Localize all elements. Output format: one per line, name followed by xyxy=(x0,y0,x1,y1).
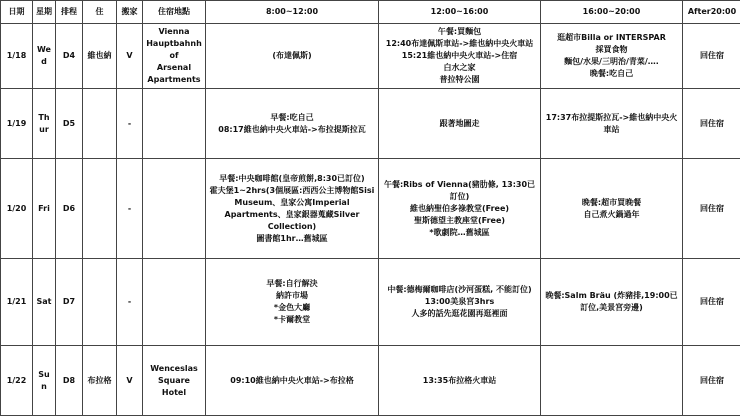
cell-move: V xyxy=(117,346,143,416)
plan-line: 晚餐:吃自己 xyxy=(589,69,634,78)
lodging-line: Wenceslas xyxy=(150,363,198,373)
plan-line: 08:17維也納中央火車站->布拉提斯拉瓦 xyxy=(218,124,366,134)
plan-line: 12:40布達佩斯車站->維也納中央火車站 xyxy=(385,39,534,48)
table-row xyxy=(1,259,740,346)
cell-date: 1/21 xyxy=(1,259,33,346)
plan-line: 13:00美泉宮3hrs xyxy=(424,297,495,306)
header-row xyxy=(1,1,740,24)
header-move: 搬家 xyxy=(117,1,143,24)
cell-day: D4 xyxy=(56,24,83,89)
cell-date: 1/22 xyxy=(1,346,33,416)
plan-line: *卡爾教堂 xyxy=(273,315,311,324)
cell-city xyxy=(83,159,117,259)
cell-slot-night xyxy=(683,259,740,346)
cell-lodging xyxy=(143,346,206,416)
cell-weekday: Wed xyxy=(33,24,56,89)
lodging-line: Hauptbahnhof xyxy=(146,39,202,60)
plan-line: 回住宿 xyxy=(700,297,724,306)
cell-city xyxy=(83,259,117,346)
cell-slot-morning xyxy=(206,24,379,89)
cell-slot-night xyxy=(683,24,740,89)
plan-line: 採買食物 xyxy=(595,45,628,54)
plan-line: 早餐:中央咖啡館(皇帝煎餅,8:30已訂位) xyxy=(219,173,365,183)
plan-line: 回住宿 xyxy=(700,203,724,213)
header-slot-night: After20:00 xyxy=(683,1,740,24)
cell-slot-afternoon xyxy=(379,346,541,416)
header-stay: 住 xyxy=(83,1,117,24)
cell-slot-night xyxy=(683,346,740,416)
cell-date: 1/20 xyxy=(1,159,33,259)
plan-line: 13:35布拉格火車站 xyxy=(422,375,497,385)
plan-line: 跟著地圖走 xyxy=(439,118,480,128)
cell-slot-afternoon xyxy=(379,24,541,89)
cell-day: D8 xyxy=(56,346,83,416)
cell-day: D7 xyxy=(56,259,83,346)
cell-slot-afternoon xyxy=(379,159,541,259)
cell-slot-afternoon xyxy=(379,259,541,346)
header-slot-morning: 8:00~12:00 xyxy=(206,1,379,24)
cell-lodging xyxy=(143,159,206,259)
cell-slot-morning xyxy=(206,259,379,346)
cell-slot-evening xyxy=(541,346,683,416)
plan-line: 早餐:自行解決 xyxy=(266,279,318,288)
plan-line: *金色大廳 xyxy=(273,303,311,312)
plan-line: 17:37布拉提斯拉瓦->維也納中央火車站 xyxy=(545,112,678,134)
cell-move: - xyxy=(117,259,143,346)
plan-line: 回住宿 xyxy=(700,118,724,128)
lodging-line: Vienna xyxy=(158,27,190,36)
plan-line: 維也納聖伯多祿教堂(Free) xyxy=(409,203,510,213)
cell-weekday: Sat xyxy=(33,259,56,346)
plan-line: 自己煮火鍋過年 xyxy=(583,209,640,219)
cell-slot-evening xyxy=(541,259,683,346)
plan-line: 午餐:Ribs of Vienna(豬肋條, 13:30已訂位) xyxy=(383,179,536,201)
cell-slot-evening xyxy=(541,24,683,89)
plan-line: (布達佩斯) xyxy=(272,51,312,60)
cell-city xyxy=(83,89,117,159)
header-lodging: 住宿地點 xyxy=(143,1,206,24)
cell-slot-morning xyxy=(206,89,379,159)
cell-slot-morning xyxy=(206,159,379,259)
cell-city: 維也納 xyxy=(83,24,117,89)
table-row xyxy=(1,159,740,259)
cell-weekday: Thur xyxy=(33,89,56,159)
plan-line: 納許市場 xyxy=(276,291,308,300)
cell-slot-evening xyxy=(541,159,683,259)
header-weekday: 星期 xyxy=(33,1,56,24)
table-row xyxy=(1,346,740,416)
cell-slot-afternoon xyxy=(379,89,541,159)
cell-lodging xyxy=(143,259,206,346)
plan-line: 15:21維也納中央火車站->住宿 xyxy=(401,51,518,60)
header-slot-evening: 16:00~20:00 xyxy=(541,1,683,24)
cell-lodging xyxy=(143,24,206,89)
cell-date: 1/19 xyxy=(1,89,33,159)
table-row xyxy=(1,89,740,159)
lodging-line: Arsenal xyxy=(156,63,192,72)
header-slot-afternoon: 12:00~16:00 xyxy=(379,1,541,24)
cell-slot-evening xyxy=(541,89,683,159)
plan-line: 中餐:德梅爾咖啡店(沙河蛋糕, 不能訂位) xyxy=(387,285,532,294)
plan-line: 早餐:吃自己 xyxy=(270,112,314,122)
plan-line: 晚餐:Salm Bräu (炸豬排,19:00已訂位,美景宮旁邊) xyxy=(545,291,678,312)
plan-line: 聖斯德望主教座堂(Free) xyxy=(413,215,506,225)
header-schedule: 排程 xyxy=(56,1,83,24)
lodging-line: Apartments xyxy=(147,75,201,84)
cell-weekday: Sun xyxy=(33,346,56,416)
plan-line: 回住宿 xyxy=(700,51,724,60)
table-row xyxy=(1,24,740,89)
cell-city: 布拉格 xyxy=(83,346,117,416)
cell-move: - xyxy=(117,159,143,259)
header-date: 日期 xyxy=(1,1,33,24)
plan-line: 09:10維也納中央火車站->布拉格 xyxy=(230,375,354,385)
plan-line: 午餐:買麵包 xyxy=(437,27,482,36)
cell-weekday: Fri xyxy=(33,159,56,259)
plan-line: 逛超市Billa or INTERSPAR xyxy=(557,33,666,42)
cell-move: V xyxy=(117,24,143,89)
cell-slot-night xyxy=(683,159,740,259)
plan-line: 人多的話先逛花園再逛裡面 xyxy=(411,309,508,318)
plan-line: 白水之家 xyxy=(443,63,476,72)
lodging-line: Square Hotel xyxy=(158,375,190,397)
cell-date: 1/18 xyxy=(1,24,33,89)
cell-slot-night xyxy=(683,89,740,159)
plan-line: 普拉特公園 xyxy=(439,75,480,84)
plan-line: 圖書館1hr…舊城區 xyxy=(256,233,328,243)
cell-move: - xyxy=(117,89,143,159)
cell-day: D5 xyxy=(56,89,83,159)
plan-line: 霍夫堡1~2hrs(3個展區:西西公主博物館Sisi Museum、皇家公寓Imperial Apartments、皇家銀器蒐藏Silver Collection) xyxy=(209,185,375,231)
cell-lodging xyxy=(143,89,206,159)
plan-line: 晚餐:超市買晚餐 xyxy=(581,197,642,207)
plan-line: *歌劇院…舊城區 xyxy=(429,227,490,237)
plan-line: 麵包/水果/三明治/青菜/…. xyxy=(564,57,659,66)
plan-line: 回住宿 xyxy=(700,375,724,385)
cell-slot-morning xyxy=(206,346,379,416)
cell-day: D6 xyxy=(56,159,83,259)
